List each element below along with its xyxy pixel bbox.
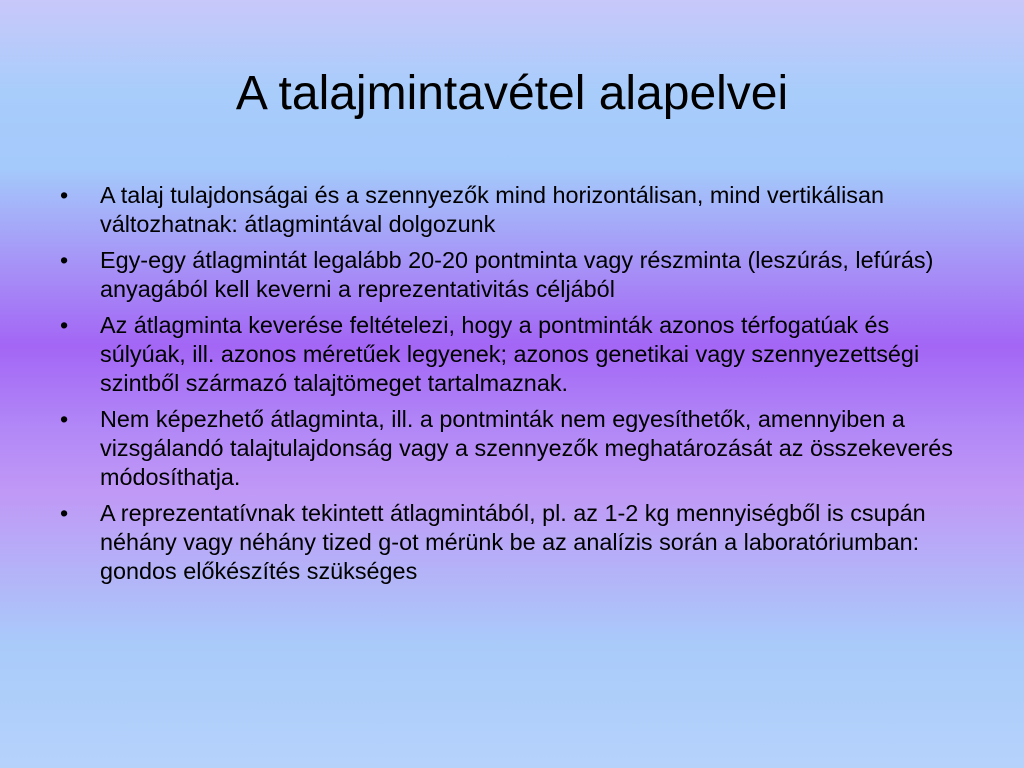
bullet-text: Az átlagminta keverése feltételezi, hogy a pontminták azonos térfogatúak és súlyúak, ill. azonos méretűek legyenek; azonos genetikai vagy szennyezettségi szintből származó talajtömeget tartalmaznak.: [100, 312, 920, 396]
bullet-text: Egy-egy átlagmintát legalább 20-20 pontminta vagy részminta (leszúrás, lefúrás) anyagából kell keverni a reprezentativitás céljából: [100, 247, 934, 302]
bullet-text: Nem képezhető átlagminta, ill. a pontminták nem egyesíthetők, amennyiben a vizsgálandó talajtulajdonság vagy a szennyezők meghatározását az összekeverés módosíthatja.: [100, 406, 953, 490]
bullet-item: [58, 181, 978, 239]
bullet-dot-icon: •: [60, 500, 69, 526]
bullet-dot-icon: •: [60, 312, 69, 338]
bullet-item: [58, 405, 978, 492]
bullet-text: A reprezentatívnak tekintett átlagmintából, pl. az 1-2 kg mennyiségből is csupán néhány vagy néhány tized g-ot mérünk be az analízis során a laboratóriumban: gondos előkészítés szükséges: [100, 500, 926, 584]
bullet-dot-icon: •: [60, 247, 69, 273]
bullet-text: A talaj tulajdonságai és a szennyezők mind horizontálisan, mind vertikálisan változhatnak: átlagmintával dolgozunk: [100, 182, 885, 237]
bullet-list: [58, 181, 978, 593]
bullet-dot-icon: •: [60, 182, 69, 208]
bullet-item: [58, 246, 978, 304]
bullet-item: [58, 499, 978, 586]
slide-title: A talajmintavétel alapelvei: [235, 67, 789, 120]
bullet-item: [58, 311, 978, 398]
bullet-dot-icon: •: [60, 406, 69, 432]
